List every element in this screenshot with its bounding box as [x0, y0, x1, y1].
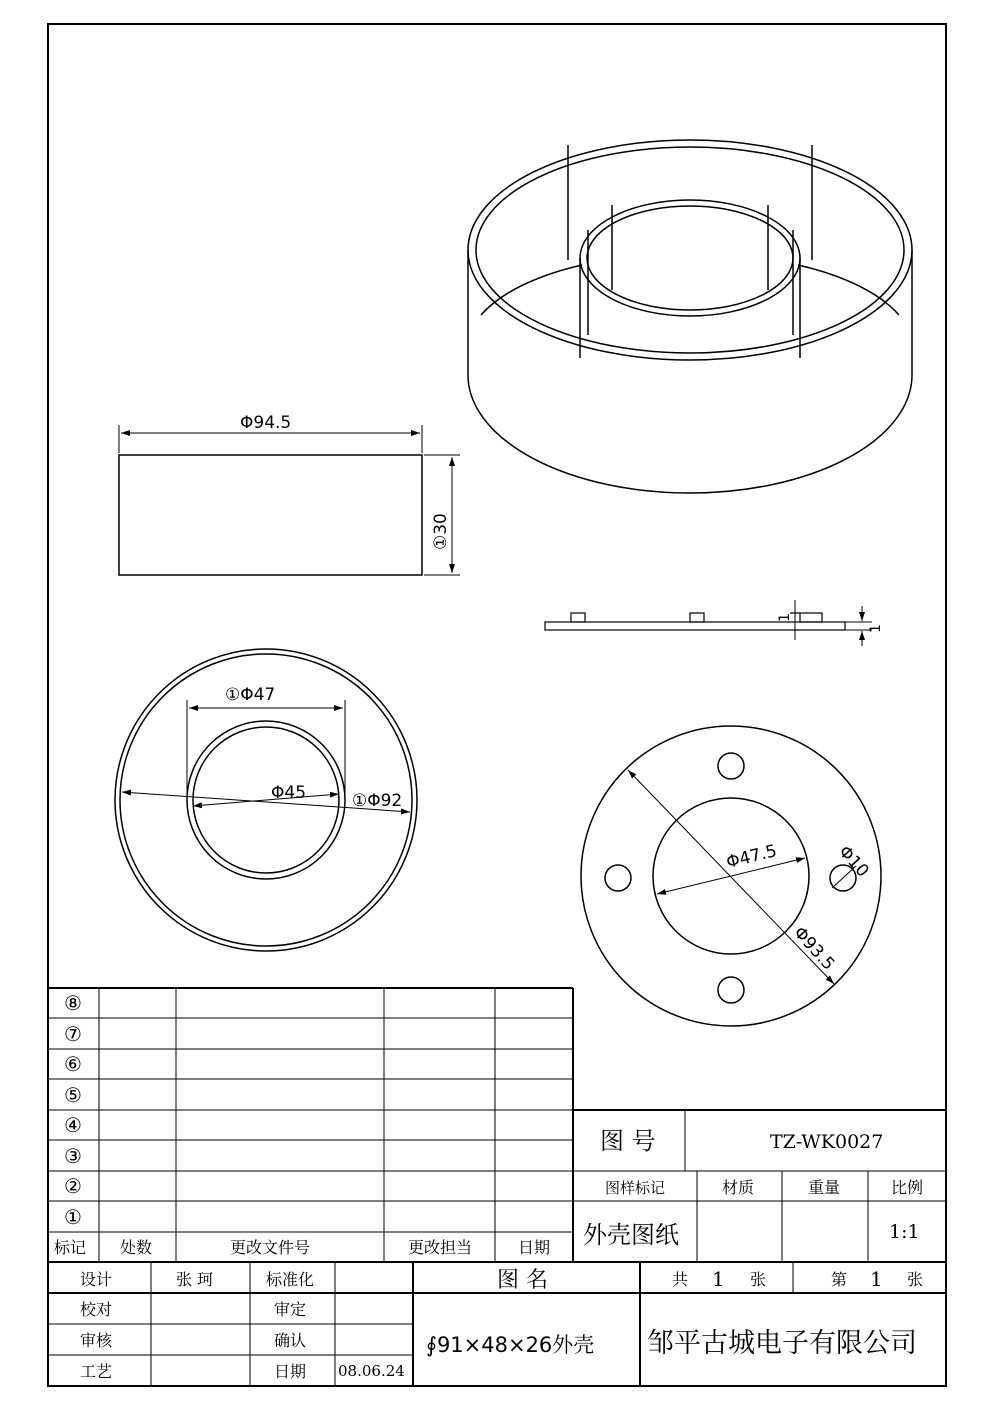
check-label: 校对 [80, 1300, 113, 1319]
date-label: 日期 [274, 1362, 307, 1381]
header-count: 处数 [120, 1238, 153, 1257]
right-pin-diameter: Φ10 [834, 841, 873, 882]
front-height-dimension: ①30 [431, 513, 451, 550]
standard-label: 标准化 [266, 1270, 315, 1289]
date-value: 08.06.24 [338, 1362, 405, 1380]
side-tab-dimension: 1 [777, 613, 793, 622]
designer-name: 张 珂 [176, 1270, 214, 1289]
revision-marker-1: ① [64, 1205, 82, 1229]
part-name: ∮91×48×26外壳 [426, 1333, 595, 1357]
drawing-number-label: 图 号 [600, 1127, 656, 1155]
header-date: 日期 [518, 1238, 551, 1257]
drawing-number: TZ-WK0027 [770, 1131, 884, 1153]
side-profile-view [545, 600, 872, 646]
left-inner-diameter: ①Φ47 [225, 685, 276, 705]
revision-marker-7: ⑦ [64, 1022, 82, 1046]
sheet-number: 1 [870, 1267, 883, 1291]
revision-marker-3: ③ [64, 1144, 82, 1168]
revision-marker-4: ④ [64, 1113, 82, 1137]
total-unit: 张 [750, 1270, 767, 1289]
process-label: 工艺 [80, 1362, 113, 1381]
header-mark: 标记 [54, 1238, 87, 1257]
left-outer-diameter: ①Φ92 [352, 791, 403, 811]
scale-label: 比例 [891, 1178, 924, 1197]
company-name: 邹平古城电子有限公司 [647, 1328, 917, 1359]
material-label: 材质 [722, 1178, 755, 1197]
drawing-type: 外壳图纸 [583, 1221, 679, 1249]
mount-hole-top [718, 753, 744, 779]
revision-marker-8: ⑧ [64, 991, 82, 1015]
header-change-owner: 更改担当 [408, 1238, 473, 1257]
total-sheets: 1 [712, 1267, 725, 1291]
total-label: 共 [672, 1270, 689, 1289]
drawing-name-label: 图 名 [497, 1268, 548, 1293]
left-hole-diameter: Φ45 [271, 783, 307, 803]
sample-mark-label: 图样标记 [605, 1179, 666, 1197]
header-change-doc: 更改文件号 [230, 1238, 311, 1257]
revision-table [48, 988, 946, 1262]
revision-marker-2: ② [64, 1174, 82, 1198]
revision-marker-5: ⑤ [64, 1083, 82, 1107]
confirm-label: 确认 [274, 1331, 307, 1350]
revision-headers [54, 1238, 550, 1257]
revision-marker-6: ⑥ [64, 1052, 82, 1076]
front-view [119, 425, 460, 575]
right-top-view [581, 726, 881, 1026]
review-label: 审核 [80, 1331, 113, 1350]
isometric-view [468, 140, 912, 493]
side-thickness-dimension: 1 [868, 624, 884, 633]
sheet-label: 第 [831, 1270, 848, 1289]
right-inner-diameter: Φ47.5 [724, 841, 779, 873]
approve-label: 审定 [274, 1300, 307, 1319]
mount-hole-left [605, 865, 631, 891]
mount-hole-bottom [718, 977, 744, 1003]
weight-label: 重量 [808, 1178, 841, 1197]
right-outer-diameter: Φ93.5 [789, 922, 839, 975]
sheet-unit: 张 [907, 1270, 924, 1289]
drawing-scale: 1:1 [889, 1221, 920, 1243]
front-width-dimension: Φ94.5 [240, 413, 292, 433]
design-label: 设计 [80, 1270, 113, 1289]
